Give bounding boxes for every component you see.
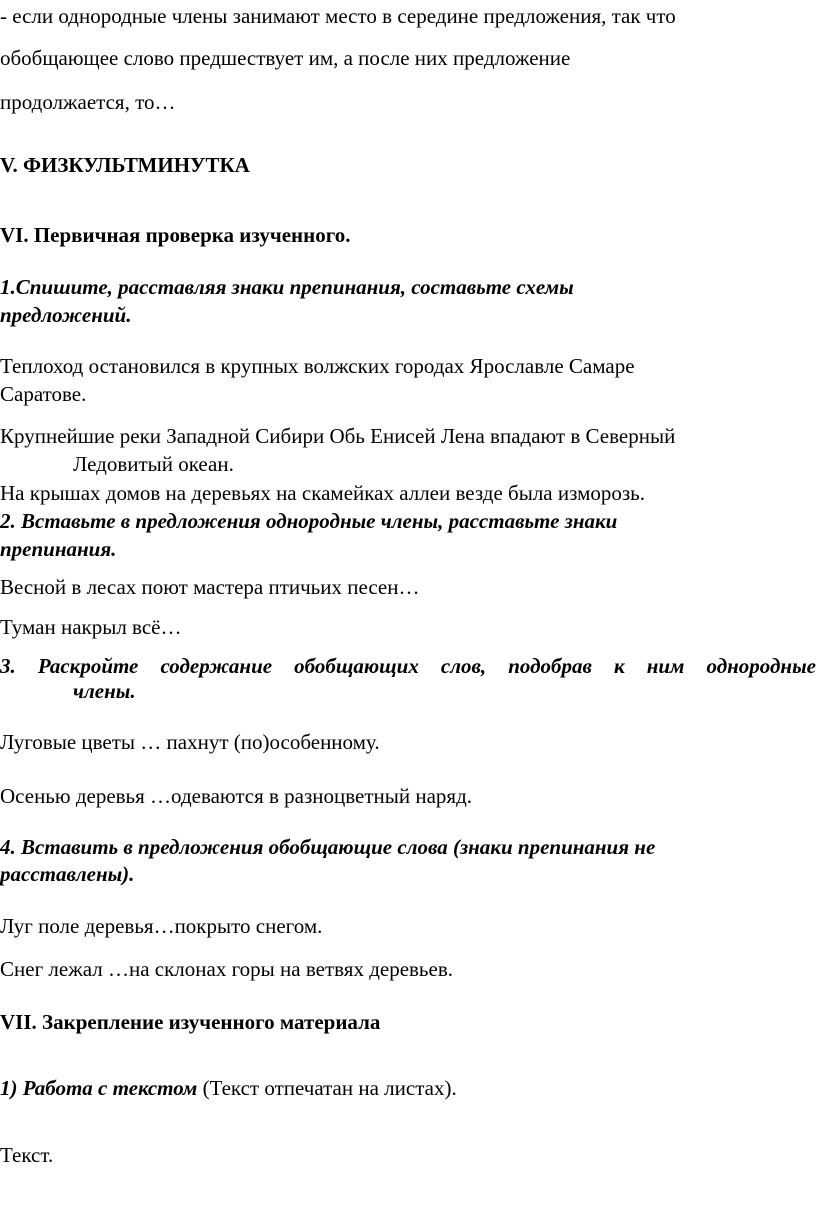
task-1-sentence-2-line-1: Крупнейшие реки Западной Сибири Обь Енисей Лена впадают в Северный bbox=[0, 424, 676, 448]
task-4-title-line-1: 4. Вставить в предложения обобщающие слова (знаки препинания не bbox=[0, 835, 656, 859]
task-1-sentence-3: На крышах домов на деревьях на скамейках аллеи везде была изморозь. bbox=[0, 481, 646, 505]
task-1-sentence-1-line-2: Саратове. bbox=[0, 382, 87, 406]
task-3-title-line-1: 3. Раскройте содержание обобщающих слов, подобрав к ним однородные bbox=[0, 654, 816, 678]
section-heading-7: VII. Закрепление изученного материала bbox=[0, 1010, 381, 1034]
task-1-sentence-2-line-2: Ледовитый океан. bbox=[73, 452, 234, 476]
task-3-title-line-2: члены. bbox=[73, 679, 136, 703]
task-2-title-line-1: 2. Вставьте в предложения однородные члены, расставьте знаки bbox=[0, 509, 618, 533]
task-2-sentence-1: Весной в лесах поют мастера птичьих песен… bbox=[0, 575, 420, 599]
task-4-sentence-2: Снег лежал …на склонах горы на ветвях деревьев. bbox=[0, 957, 453, 981]
task-3-sentence-2: Осенью деревья …одеваются в разноцветный наряд. bbox=[0, 784, 473, 808]
task-4-sentence-1: Луг поле деревья…покрыто снегом. bbox=[0, 914, 323, 938]
section-heading-6: VI. Первичная проверка изученного. bbox=[0, 223, 351, 247]
task-2-sentence-2: Туман накрыл всё… bbox=[0, 615, 182, 639]
task-1-sentence-1-line-1: Теплоход остановился в крупных волжских городах Ярославле Самаре bbox=[0, 354, 635, 378]
intro-line-1: - если однородные члены занимают место в середине предложения, так что bbox=[0, 4, 676, 28]
work-note: (Текст отпечатан на листах). bbox=[197, 1076, 457, 1100]
intro-line-2: обобщающее слово предшествует им, а после них предложение bbox=[0, 46, 571, 70]
task-3-sentence-1: Луговые цветы … пахнут (по)особенному. bbox=[0, 730, 380, 754]
work-label: 1) Работа с текстом bbox=[0, 1076, 198, 1100]
work-line bbox=[0, 1076, 457, 1100]
task-4-title-line-2: расставлены). bbox=[0, 862, 135, 886]
task-1-title-line-1: 1.Спишите, расставляя знаки препинания, составьте схемы bbox=[0, 275, 574, 299]
task-1-title-line-2: предложений. bbox=[0, 303, 132, 327]
text-label: Текст. bbox=[0, 1143, 54, 1167]
intro-line-3: продолжается, то… bbox=[0, 90, 176, 114]
task-2-title-line-2: препинания. bbox=[0, 537, 117, 561]
section-heading-5: V. ФИЗКУЛЬТМИНУТКА bbox=[0, 153, 250, 177]
